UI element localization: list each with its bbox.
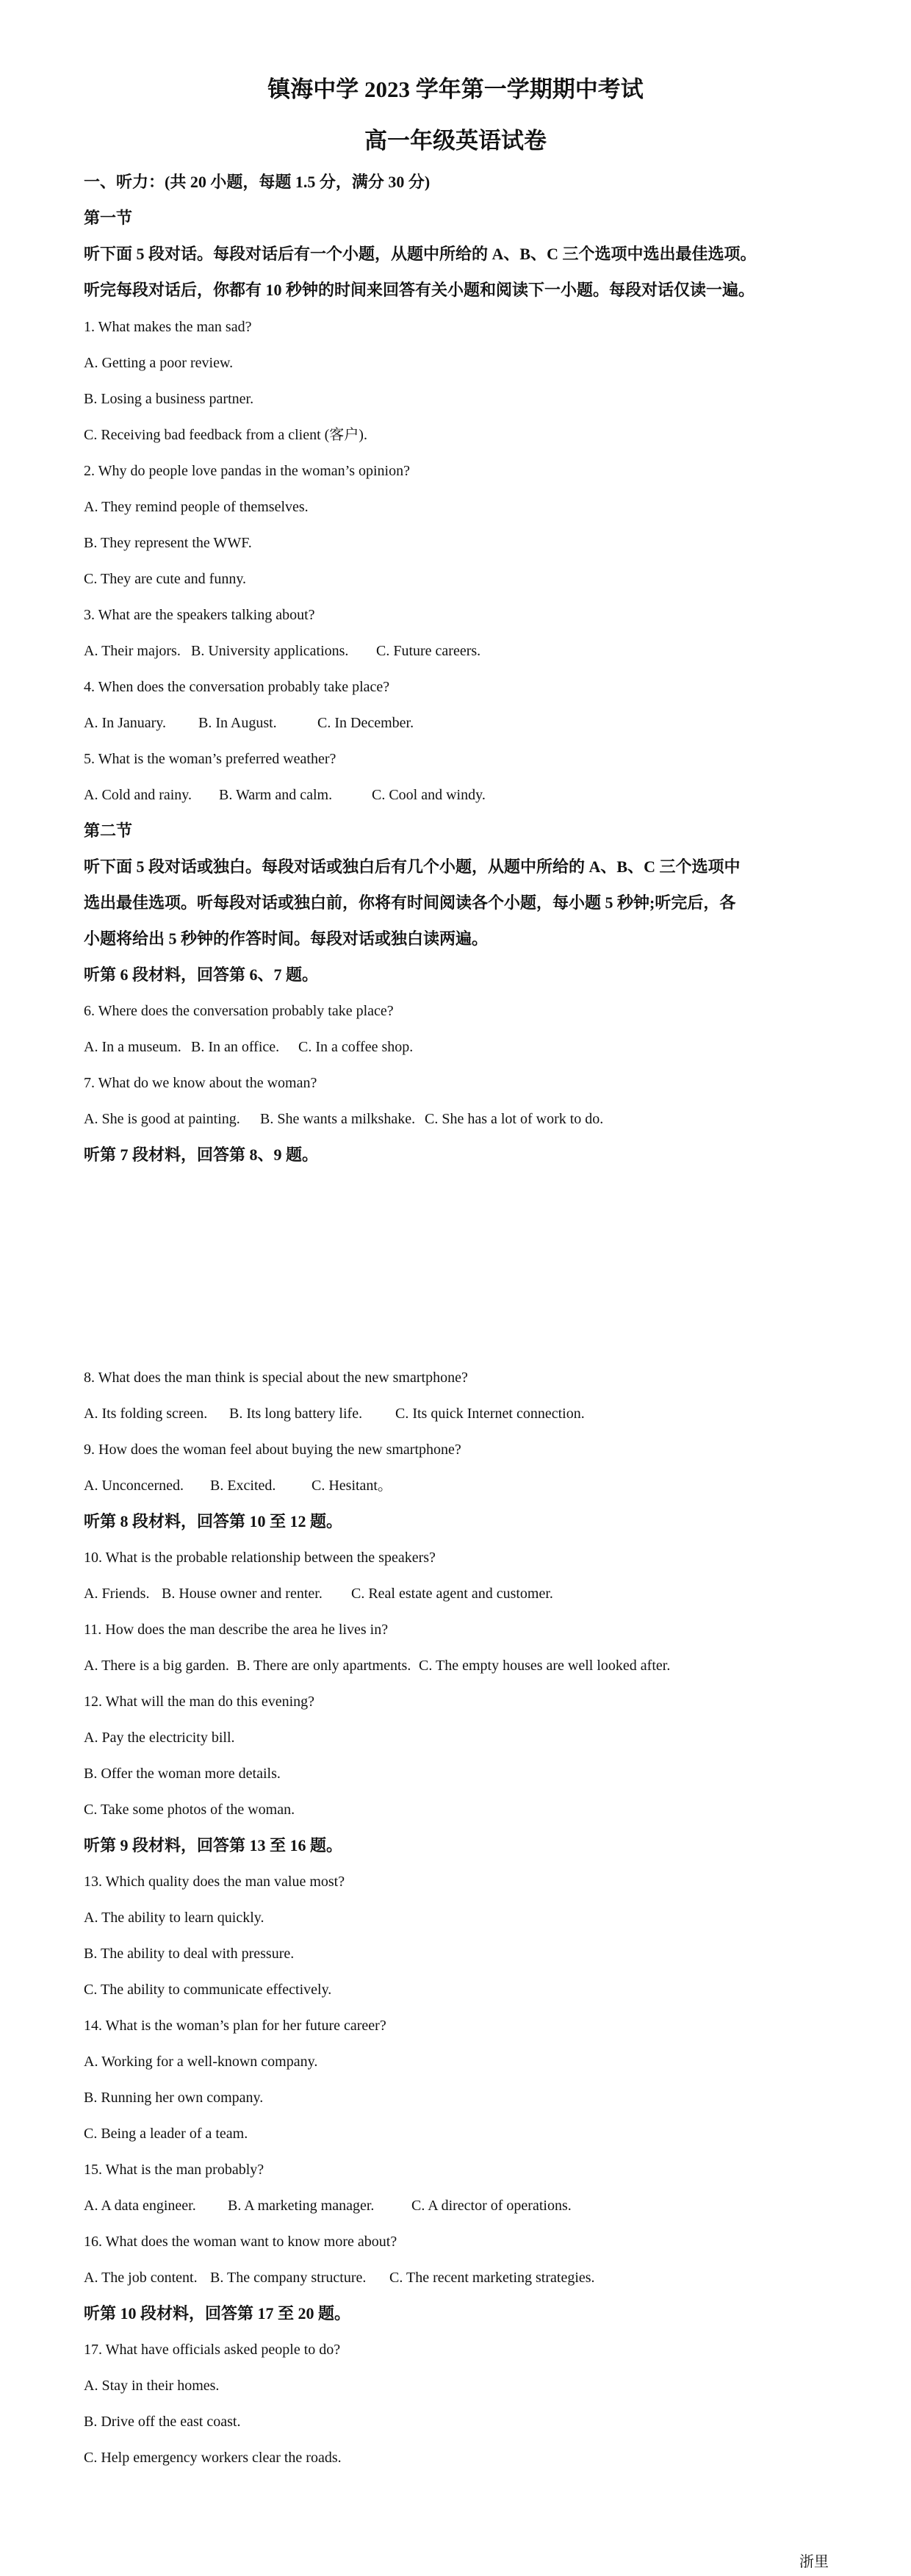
page-footer-mark: 浙里 — [799, 2554, 829, 2570]
question-8: 8. What does the man think is special about the new smartphone? — [84, 1370, 468, 1386]
q8-option-c: C. Its quick Internet connection. — [395, 1406, 585, 1422]
q14-option-c: C. Being a leader of a team. — [84, 2126, 248, 2142]
q7-option-b: B. She wants a milkshake. — [260, 1111, 416, 1127]
q3-option-c: C. Future careers. — [376, 643, 481, 659]
section2-instruction-line: 听下面 5 段对话或独白。每段对话或独白后有几个小题，从题中所给的 A、B、C 三个选项中 — [84, 857, 741, 876]
exam-title: 镇海中学 2023 学年第一学期期中考试 — [267, 76, 644, 102]
q17-option-c: C. Help emergency workers clear the roads. — [84, 2450, 342, 2466]
section2-instruction-line: 选出最佳选项。听每段对话或独白前，你将有时间阅读各个小题，每小题 5 秒钟;听完后，各 — [84, 893, 736, 912]
q9-option-c: C. Hesitant。 — [312, 1478, 392, 1494]
material-6-heading: 听第 6 段材料，回答第 6、7 题。 — [84, 965, 319, 984]
q1-option-b: B. Losing a business partner. — [84, 391, 254, 407]
question-6: 6. Where does the conversation probably take place? — [84, 1003, 394, 1019]
material-10-heading: 听第 10 段材料，回答第 17 至 20 题。 — [84, 2304, 351, 2323]
q12-option-b: B. Offer the woman more details. — [84, 1766, 281, 1782]
q5-option-c: C. Cool and windy. — [372, 787, 486, 803]
section2-instruction-line: 小题将给出 5 秒钟的作答时间。每段对话或独白读两遍。 — [84, 929, 489, 948]
q13-option-b: B. The ability to deal with pressure. — [84, 1946, 295, 1962]
q3-option-a: A. Their majors. — [84, 643, 181, 659]
q11-option-c: C. The empty houses are well looked after. — [419, 1658, 671, 1674]
q17-option-a: A. Stay in their homes. — [84, 2378, 220, 2394]
q2-option-c: C. They are cute and funny. — [84, 571, 247, 587]
q15-option-b: B. A marketing manager. — [228, 2198, 375, 2214]
q16-option-a: A. The job content. — [84, 2270, 198, 2286]
q4-option-a: A. In January. — [84, 715, 167, 731]
q10-option-c: C. Real estate agent and customer. — [351, 1586, 553, 1602]
q8-option-a: A. Its folding screen. — [84, 1406, 208, 1422]
question-16: 16. What does the woman want to know more about? — [84, 2234, 397, 2250]
section1-heading: 第一节 — [84, 209, 133, 227]
question-17: 17. What have officials asked people to do? — [84, 2342, 341, 2358]
q10-options — [84, 1584, 553, 1603]
q8-options — [84, 1404, 585, 1423]
q5-option-b: B. Warm and calm. — [219, 787, 333, 803]
question-4: 4. When does the conversation probably take place? — [84, 679, 390, 695]
q16-option-b: B. The company structure. — [210, 2270, 367, 2286]
q10-option-a: A. Friends. — [84, 1586, 150, 1602]
q13-option-a: A. The ability to learn quickly. — [84, 1910, 264, 1926]
question-15: 15. What is the man probably? — [84, 2162, 264, 2178]
q11-option-b: B. There are only apartments. — [237, 1658, 411, 1674]
q4-option-b: B. In August. — [198, 715, 277, 731]
q7-option-a: A. She is good at painting. — [84, 1111, 240, 1127]
q11-option-a: A. There is a big garden. — [84, 1658, 229, 1674]
q10-option-b: B. House owner and renter. — [162, 1586, 323, 1602]
q5-options — [84, 785, 486, 805]
q4-option-c: C. In December. — [317, 715, 414, 731]
material-7-heading: 听第 7 段材料，回答第 8、9 题。 — [84, 1145, 319, 1164]
q6-option-b: B. In an office. — [191, 1039, 280, 1055]
q2-option-a: A. They remind people of themselves. — [84, 499, 309, 515]
q15-options — [84, 2196, 572, 2215]
q6-option-a: A. In a museum. — [84, 1039, 181, 1055]
q9-option-b: B. Excited. — [210, 1478, 276, 1494]
question-9: 9. How does the woman feel about buying the new smartphone? — [84, 1442, 461, 1458]
q12-option-c: C. Take some photos of the woman. — [84, 1802, 295, 1818]
material-8-heading: 听第 8 段材料，回答第 10 至 12 题。 — [84, 1512, 343, 1530]
q14-option-b: B. Running her own company. — [84, 2090, 264, 2106]
q14-option-a: A. Working for a well-known company. — [84, 2054, 318, 2070]
q16-options — [84, 2268, 595, 2287]
q16-option-c: C. The recent marketing strategies. — [389, 2270, 595, 2286]
q8-option-b: B. Its long battery life. — [229, 1406, 363, 1422]
question-7: 7. What do we know about the woman? — [84, 1075, 317, 1091]
q15-option-a: A. A data engineer. — [84, 2198, 196, 2214]
question-14: 14. What is the woman’s plan for her future career? — [84, 2018, 386, 2034]
part1-heading: 一、听力：(共 20 小题，每题 1.5 分，满分 30 分) — [84, 173, 431, 191]
q4-options — [84, 713, 414, 733]
question-3: 3. What are the speakers talking about? — [84, 607, 315, 623]
exam-subtitle: 高一年级英语试卷 — [364, 128, 547, 154]
q1-option-a: A. Getting a poor review. — [84, 355, 234, 371]
q7-options — [84, 1109, 603, 1129]
section2-heading: 第二节 — [84, 821, 133, 840]
section1-instruction-line: 听完每段对话后，你都有 10 秒钟的时间来回答有关小题和阅读下一小题。每段对话仅读一遍。 — [84, 281, 755, 299]
q6-option-c: C. In a coffee shop. — [298, 1039, 414, 1055]
q6-options — [84, 1037, 413, 1057]
question-5: 5. What is the woman’s preferred weather? — [84, 751, 336, 767]
question-11: 11. How does the man describe the area he lives in? — [84, 1622, 389, 1638]
q1-option-c: C. Receiving bad feedback from a client (客户). — [84, 427, 367, 443]
q13-option-c: C. The ability to communicate effectively. — [84, 1982, 332, 1998]
q15-option-c: C. A director of operations. — [411, 2198, 572, 2214]
q9-options — [84, 1476, 392, 1495]
question-1: 1. What makes the man sad? — [84, 319, 252, 335]
q5-option-a: A. Cold and rainy. — [84, 787, 192, 803]
q17-option-b: B. Drive off the east coast. — [84, 2414, 241, 2430]
material-9-heading: 听第 9 段材料，回答第 13 至 16 题。 — [84, 1836, 343, 1854]
question-12: 12. What will the man do this evening? — [84, 1694, 315, 1710]
question-10: 10. What is the probable relationship between the speakers? — [84, 1550, 436, 1566]
q3-options — [84, 641, 480, 661]
q3-option-b: B. University applications. — [191, 643, 349, 659]
q2-option-b: B. They represent the WWF. — [84, 535, 252, 551]
q12-option-a: A. Pay the electricity bill. — [84, 1730, 235, 1746]
q7-option-c: C. She has a lot of work to do. — [425, 1111, 604, 1127]
section1-instruction-line: 听下面 5 段对话。每段对话后有一个小题，从题中所给的 A、B、C 三个选项中选出最佳选项。 — [84, 245, 757, 263]
question-13: 13. Which quality does the man value most? — [84, 1874, 345, 1890]
q9-option-a: A. Unconcerned. — [84, 1478, 184, 1494]
question-2: 2. Why do people love pandas in the woman’s opinion? — [84, 463, 410, 479]
q11-options — [84, 1656, 670, 1675]
